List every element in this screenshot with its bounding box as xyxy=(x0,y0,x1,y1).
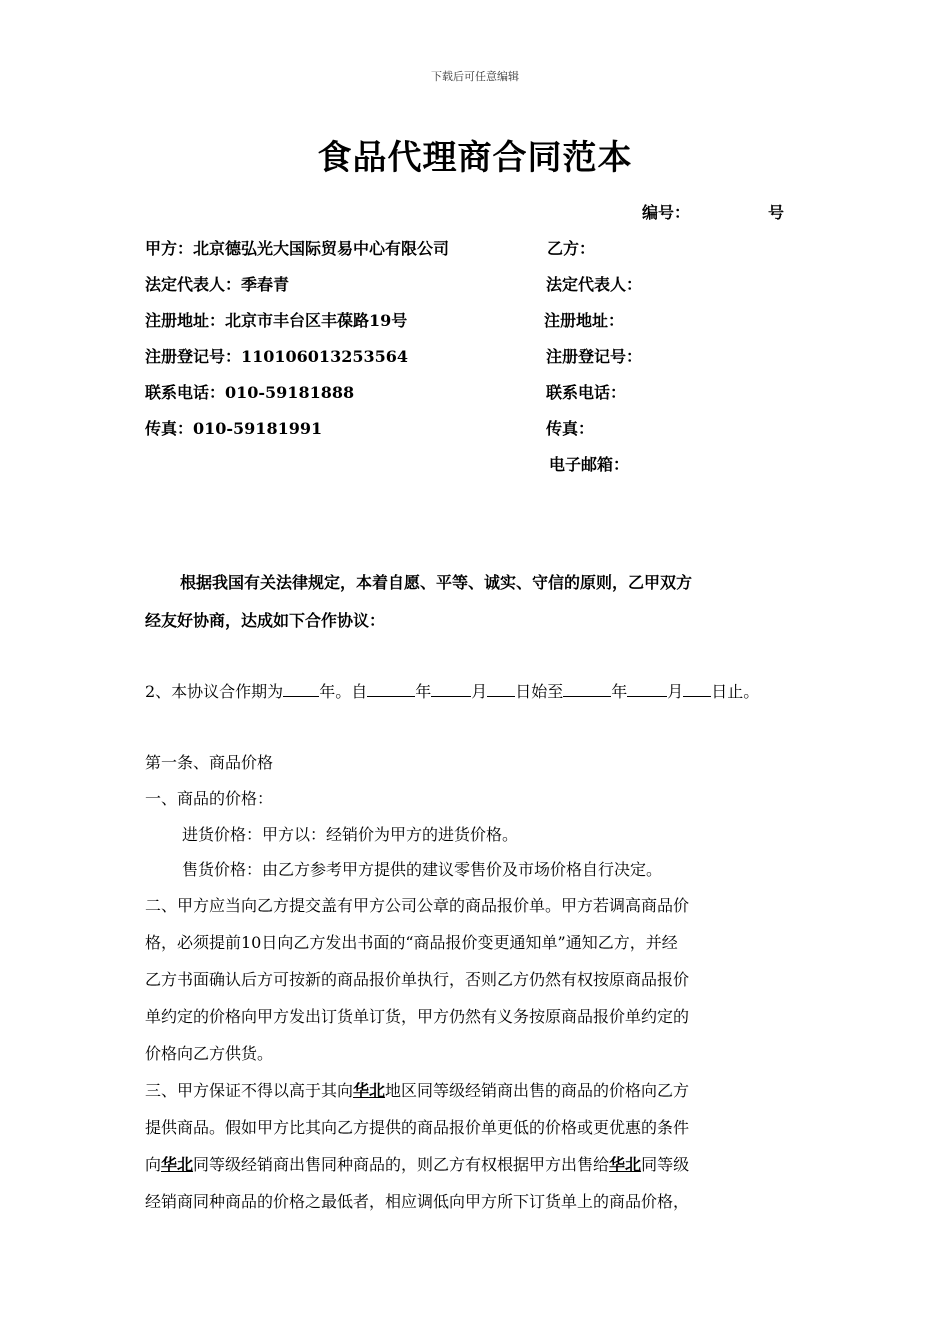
term-text-5: 日始至 xyxy=(515,682,564,701)
document-title: 食品代理商合同范本 xyxy=(317,138,633,178)
term-text-8: 日止。 xyxy=(711,682,760,701)
term-text-6: 年 xyxy=(611,682,628,701)
party-b-fax: 传真： xyxy=(546,419,595,438)
party-a-rep: 法定代表人：季春青 xyxy=(145,275,290,294)
start-year-blank xyxy=(367,682,415,697)
term-text-7: 月 xyxy=(667,682,684,701)
party-a-address: 注册地址：北京市丰台区丰葆路19号 xyxy=(145,311,408,330)
end-year-blank xyxy=(563,682,611,697)
end-month-blank xyxy=(627,682,667,697)
section-3-line-1 xyxy=(145,1078,689,1101)
section-3-line-3-a: 向 xyxy=(145,1155,162,1174)
party-b-phone: 联系电话： xyxy=(546,383,627,402)
section-3-line-3-c: 同等级 xyxy=(641,1155,690,1174)
party-b-rep: 法定代表人： xyxy=(546,275,643,294)
term-clause xyxy=(145,679,759,702)
intro-line-2: 经友好协商，达成如下合作协议： xyxy=(145,611,386,630)
section-3-line-1-b: 地区同等级经销商出售的商品的价格向乙方 xyxy=(385,1081,690,1100)
contract-number-label: 编号： xyxy=(642,203,691,222)
party-a-phone: 联系电话：010-59181888 xyxy=(145,383,355,402)
region-underlined-1: 华北 xyxy=(353,1081,386,1100)
term-text-1: 2、本协议合作期为 xyxy=(145,682,284,701)
party-a-fax: 传真：010-59181991 xyxy=(145,419,323,438)
start-month-blank xyxy=(431,682,471,697)
term-text-3: 年 xyxy=(415,682,432,701)
party-b-address: 注册地址： xyxy=(544,311,625,330)
start-day-blank xyxy=(487,682,515,697)
region-underlined-2: 华北 xyxy=(161,1155,194,1174)
page-header: 下载后可任意编辑 xyxy=(431,70,519,83)
section-2-line-2: 格，必须提前10日向乙方发出书面的“商品报价变更通知单”通知乙方，并经 xyxy=(145,933,678,952)
section-2-line-3: 乙方书面确认后方可按新的商品报价单执行，否则乙方仍然有权按原商品报价 xyxy=(145,970,690,989)
term-years-blank xyxy=(283,682,319,697)
term-text-2: 年。自 xyxy=(319,682,368,701)
section-2-line-1: 二、甲方应当向乙方提交盖有甲方公司公章的商品报价单。甲方若调高商品价 xyxy=(145,896,690,915)
party-b-name: 乙方： xyxy=(547,239,596,258)
party-a-reg-no: 注册登记号：110106013253564 xyxy=(145,347,408,366)
article-1-heading: 第一条、商品价格 xyxy=(145,753,274,772)
party-b-email: 电子邮箱： xyxy=(549,455,630,474)
contract-number-suffix: 号 xyxy=(768,203,785,222)
section-3-line-1-a: 三、甲方保证不得以高于其向 xyxy=(145,1081,354,1100)
section-3-line-3-b: 同等级经销商出售同种商品的，则乙方有权根据甲方出售给 xyxy=(193,1155,610,1174)
end-day-blank xyxy=(683,682,711,697)
term-text-4: 月 xyxy=(471,682,488,701)
sale-price-clause: 售货价格：由乙方参考甲方提供的建议零售价及市场价格自行决定。 xyxy=(182,860,663,879)
section-3-line-3 xyxy=(145,1152,689,1175)
section-2-line-4: 单约定的价格向甲方发出订货单订货，甲方仍然有义务按原商品报价单约定的 xyxy=(145,1007,690,1026)
section-3-line-4: 经销商同种商品的价格之最低者，相应调低向甲方所下订货单上的商品价格， xyxy=(145,1192,690,1211)
intro-line-1: 根据我国有关法律规定，本着自愿、平等、诚实、守信的原则，乙甲双方 xyxy=(180,573,693,592)
section-2-line-5: 价格向乙方供货。 xyxy=(145,1044,274,1063)
purchase-price-clause: 进货价格：甲方以：经销价为甲方的进货价格。 xyxy=(182,825,519,844)
region-underlined-3: 华北 xyxy=(609,1155,642,1174)
section-3-line-2: 提供商品。假如甲方比其向乙方提供的商品报价单更低的价格或更优惠的条件 xyxy=(145,1118,690,1137)
party-b-reg-no: 注册登记号： xyxy=(546,347,643,366)
section-1-heading: 一、商品的价格： xyxy=(145,789,274,808)
party-a-name: 甲方：北京德弘光大国际贸易中心有限公司 xyxy=(145,239,450,258)
